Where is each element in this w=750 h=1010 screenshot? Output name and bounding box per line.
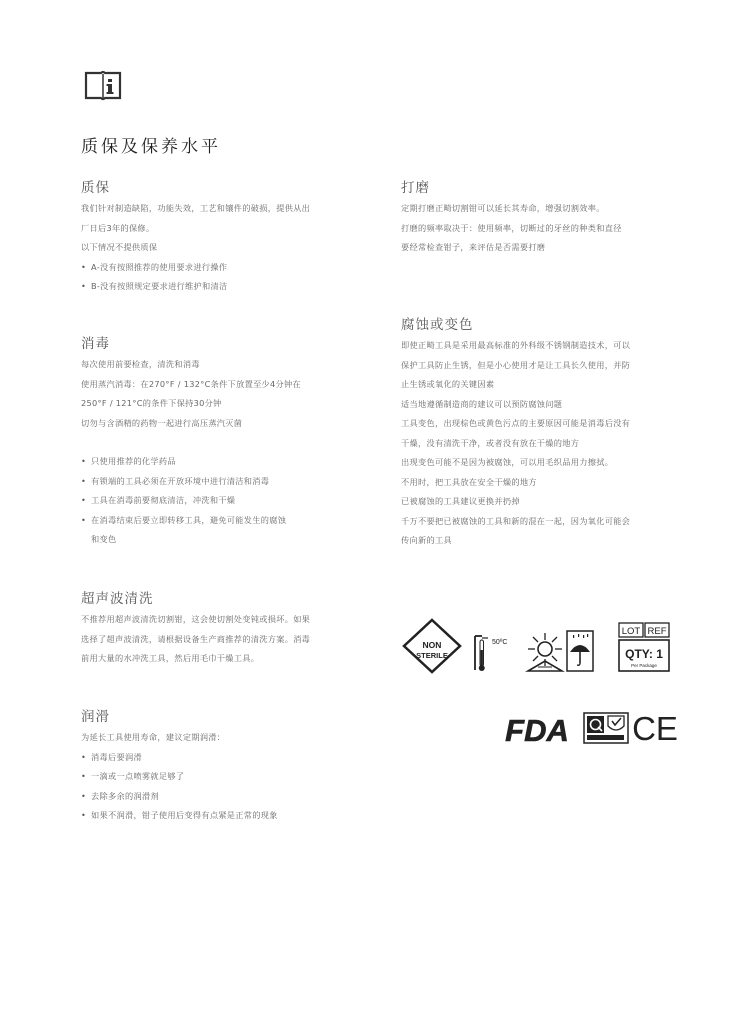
- text-line: 250°F / 121°C的条件下保持30分钟: [81, 398, 222, 408]
- warranty-section: [81, 176, 310, 297]
- page-title: 质保及保养水平: [81, 137, 221, 157]
- ce-text: CE: [632, 710, 678, 747]
- warranty-heading: 质保: [81, 180, 110, 196]
- keep-dry-umbrella-icon: [566, 630, 594, 672]
- text-line: 打磨的频率取决于：使用频率，切断过的牙丝的种类和直径: [401, 222, 622, 233]
- text-line: 已被腐蚀的工具建议更换并扔掉: [401, 496, 520, 506]
- text-line: 选择了超声波清洗，请根据设备生产商推荐的清洗方案。消毒: [81, 633, 311, 644]
- list-item: • 一滴或一点喷雾就足够了: [81, 767, 278, 787]
- text-line: 出现变色可能不是因为被腐蚀，可以用毛织品用力擦拭。: [401, 457, 614, 467]
- text-line: 每次使用前要检查，清洗和消毒: [81, 359, 200, 369]
- non-sterile-text-2: STERILE: [416, 651, 448, 660]
- lot-ref-qty-label: [618, 622, 670, 672]
- text-line: 和变色: [91, 534, 117, 544]
- keep-away-sunlight-icon: [524, 631, 566, 673]
- list-item: • 工具在消毒前要彻底清洁，冲洗和干燥: [81, 491, 301, 511]
- list-item: • B-没有按照规定要求进行维护和清洁: [81, 277, 310, 297]
- text-line: 保护工具防止生锈，但是小心使用才是让工具长久使用，并防: [401, 359, 631, 370]
- sterilization-heading: 消毒: [81, 336, 110, 352]
- sterilization-section: [81, 332, 301, 550]
- ultrasonic-heading: 超声波清洗: [81, 591, 154, 607]
- corrosion-section: [401, 313, 630, 551]
- fda-logo: [499, 711, 575, 748]
- lubrication-section: [81, 705, 278, 826]
- sharpening-heading: 打磨: [401, 180, 430, 196]
- lubrication-heading: 润滑: [81, 709, 110, 725]
- fda-text: FDA: [505, 713, 569, 748]
- text-line: 工具变色，出现棕色或黄色污点的主要原因可能是消毒后没有: [401, 418, 631, 428]
- text-line: 干燥，没有清洗干净，或者没有放在干燥的地方: [401, 437, 580, 448]
- text-line: 即使正畸工具是采用最高标准的外科级不锈钢制造技术，可以: [401, 340, 631, 350]
- ref-text: REF: [647, 626, 667, 637]
- ce-mark-logo: [632, 710, 678, 747]
- text-line: 厂日后3年的保修。: [81, 222, 155, 233]
- list-item: • 有锁端的工具必须在开放环境中进行清洁和消毒: [81, 472, 301, 492]
- text-line: 适当地遵循制造商的建议可以预防腐蚀问题: [401, 398, 563, 409]
- text-line: 以下情况不提供质保: [81, 242, 158, 252]
- ultrasonic-section: [81, 587, 310, 669]
- text-line: 千万不要把已被腐蚀的工具和新的混在一起，因为氧化可能会: [401, 515, 631, 526]
- text-line: 切勿与含酒精的药物一起进行高压蒸汽灭菌: [81, 417, 243, 428]
- list-item: • A-没有按照推荐的使用要求进行操作: [81, 258, 310, 278]
- per-package-text: Per Package: [631, 663, 657, 668]
- text-line: 止生锈或氧化的关键因素: [401, 379, 495, 389]
- text-line: 要经常检查钳子，来评估是否需要打磨: [401, 242, 546, 252]
- text-line: 前用大量的水冲洗工具，然后用毛巾干燥工具。: [81, 653, 260, 663]
- text-line: 定期打磨正畸切割钳可以延长其寿命，增强切割效率。: [401, 203, 605, 213]
- list-item: • 如果不润滑，钳子使用后变得有点紧是正常的现象: [81, 806, 278, 826]
- list-item: • 消毒后要润滑: [81, 748, 278, 768]
- lot-text: LOT: [621, 626, 641, 637]
- text-line: 传向新的工具: [401, 535, 452, 545]
- qty-text: QTY: 1: [625, 647, 663, 661]
- list-item: • 只使用推荐的化学药品: [81, 452, 301, 472]
- temperature-limit-icon: [470, 630, 518, 676]
- quality-certification-logo: [583, 712, 629, 744]
- list-item: • 去除多余的润滑剂: [81, 787, 278, 807]
- sharpening-section: [401, 176, 622, 258]
- corrosion-heading: 腐蚀或变色: [401, 317, 474, 333]
- text-line: 不推荐用超声波清洗切割钳，这会使切割处变钝或损坏。如果: [81, 614, 311, 624]
- text-line: 不用时，把工具放在安全干燥的地方: [401, 476, 537, 487]
- text-line: 为延长工具使用寿命，建议定期润滑：: [81, 732, 226, 742]
- manual-info-icon: [84, 69, 122, 101]
- non-sterile-text-1: NON: [422, 640, 442, 650]
- temperature-text: 50ºC: [492, 639, 508, 646]
- text-line: 我们针对制造缺陷，功能失效，工艺和镶件的破损，提供从出: [81, 203, 311, 213]
- non-sterile-symbol: [401, 617, 463, 675]
- text-line: 使用蒸汽消毒：在270°F / 132°C条件下放置至少4分钟在: [81, 378, 302, 389]
- list-item: • 在消毒结束后要立即转移工具，避免可能发生的腐蚀: [81, 511, 301, 531]
